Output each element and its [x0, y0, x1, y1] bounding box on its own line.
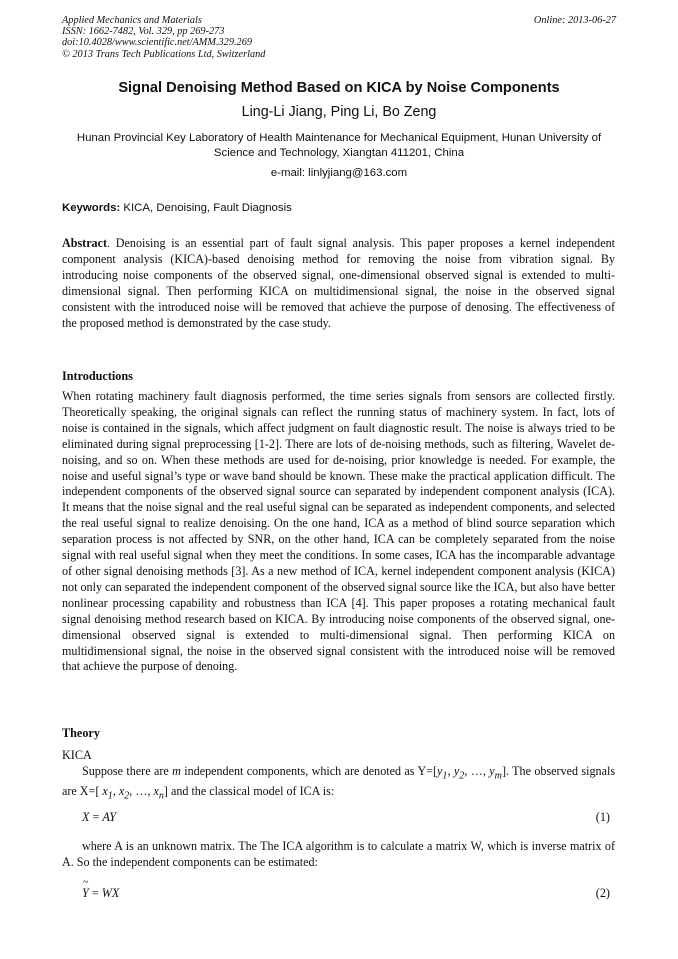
introduction-text: When rotating machinery fault diagnosis performed, the time series signals from sensors are collected firstly. Theoretically speaking, the original signals can reflect the running status of machinery system. In fact, lots of noise is contained in the signals, which affect judgment on fault diagnostic result. The noise is always tried to be eliminated during signal preprocessing [1-2]. There are lots of de-noising methods, such as filtering, Wavelet de-noising, and so on. When these methods are used for de-noising, prior knowledge is needed. For example, the noise and useful signal’s type or wave band should be known. These make the practical application difficult. The independent components of the observed signal source can separated by independent component analysis (ICA). It means that the noise signal and the real useful signal can be separated as independent components, and selected the real useful signal to realize denoising. On the one hand, ICA as a method of blind source separation which separation process is not affected by SNR, on the other hand, ICA can be completely separated from the noise signal with real useful signal when they meet the conditions. In some cases, ICA has the incomparable advantage of other signal denoising methods [3]. As a new method of ICA, kernel independent component analysis (KICA) not only can separated the independent component of the observed signal source like the ICA, but also have better nonlinear processing capability and robustness than ICA [4]. This paper proposes a rotating mechanical fault signal denoising method research based on KICA. By introducing noise components of the observed signal, one-dimensional observed signal is extended to multi-dimensional signal. Then performing KICA on multidimensional signal, the noise in the observed signal consistent with the introduced noise will be removed that achieve the purpose of denoing.	[62, 389, 615, 674]
paper-title: Signal Denoising Method Based on KICA by Noise Components	[118, 80, 560, 96]
author-email: e-mail: linlyjiang@163.com	[270, 167, 408, 179]
equation-1-number: (1)	[595, 810, 610, 824]
keywords-label: Keywords:	[62, 202, 121, 214]
abstract	[62, 236, 615, 331]
theory-paragraph-1: Suppose there are m independent components, which are denoted as $Y=[y_1$, $y_2$, …, $y_m$]. The observed signals are X=[ $x_1$, $x_2$, …, $x_n$] and the classical model of ICA is:	[62, 764, 616, 802]
journal-name: Applied Mechanics and Materials	[62, 15, 202, 26]
theory-paragraph-2: where A is an unknown matrix. The The ICA algorithm is to calculate a matrix W, which is inverse matrix of A. So the independent components can be estimated:	[62, 839, 615, 869]
abstract-label: Abstract	[62, 236, 108, 250]
keywords	[62, 202, 616, 214]
copyright-line: © 2013 Trans Tech Publications Ltd, Switzerland	[62, 48, 266, 60]
section-heading-theory: Theory	[62, 726, 100, 740]
subsection-heading-kica: KICA	[62, 748, 92, 762]
keywords-text: KICA, Denoising, Fault Diagnosis	[120, 202, 292, 214]
section-heading-introduction: Introductions	[62, 369, 133, 383]
equation-2: ~ Y = WX (2)	[82, 886, 610, 901]
online-date: Online: 2013-06-27	[533, 15, 616, 26]
affiliation: Hunan Provincial Key Laboratory of Health Maintenance for Mechanical Equipment, Hunan University of Science and Technology, Xiangtan 411201, China	[76, 132, 602, 159]
equation-2-number: (2)	[595, 886, 610, 900]
doi-line: doi:10.4028/www.scientific.net/AMM.329.269	[62, 37, 252, 49]
issn-line: ISSN: 1662-7482, Vol. 329, pp 269-273	[62, 26, 225, 38]
equation-1: X = AY (1)	[82, 810, 610, 824]
journal-header	[62, 15, 616, 60]
abstract-text: . Denoising is an essential part of fault signal analysis. This paper proposes a kernel independent component analysis (KICA)-based denoising method for removing the noise from vibration signal. By introducing noise components of the observed signal, one-dimensional observed signal is extended to multi-dimensional signal. Then performing KICA on multidimensional signal, the noise in the observed signal consistent with the introduced noise will be removed that achieve the purpose of denosing. The effectiveness of the proposed method is demonstrated by the case study.	[62, 236, 615, 330]
paper-authors: Ling-Li Jiang, Ping Li, Bo Zeng	[241, 104, 437, 120]
